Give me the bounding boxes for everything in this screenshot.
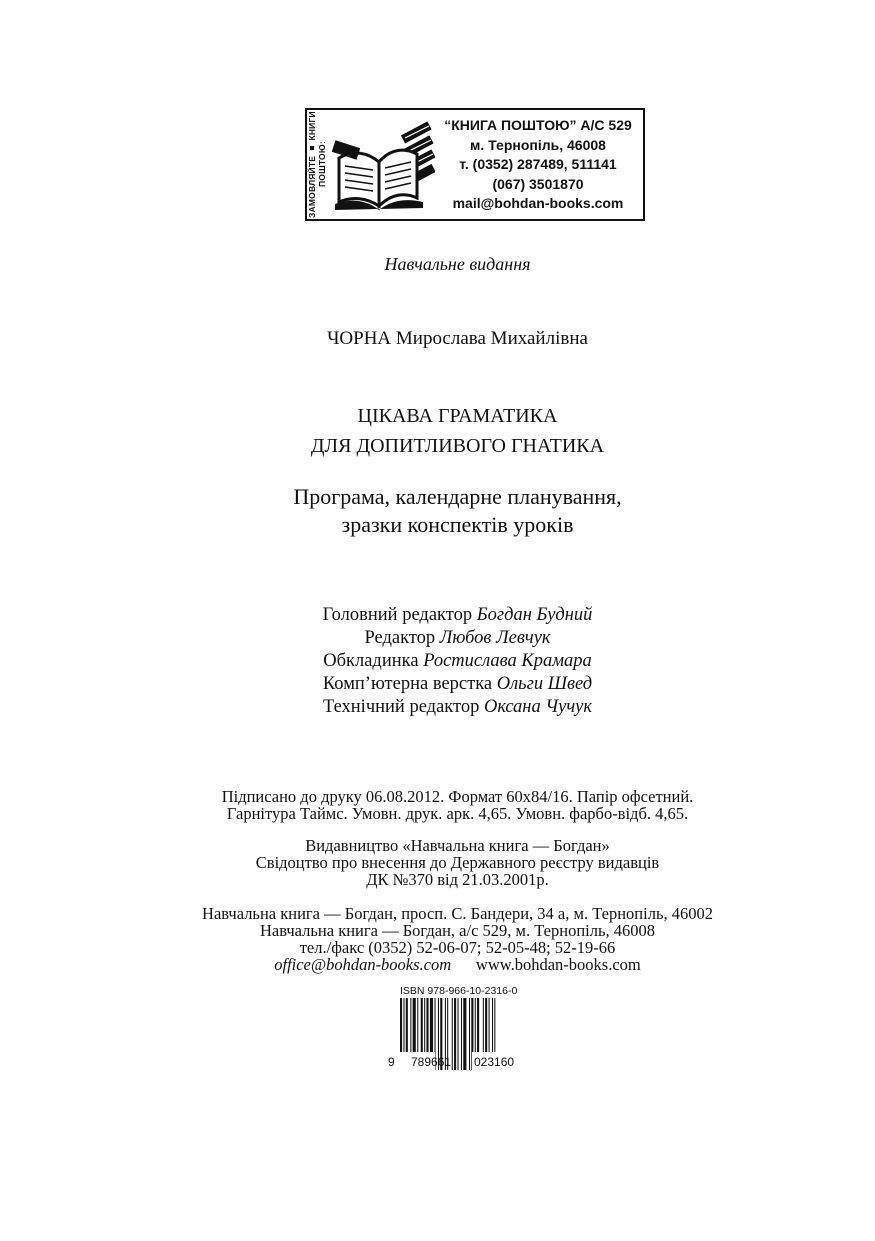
barcode-bar	[454, 998, 456, 1070]
stamp-email: mail@bohdan-books.com	[452, 195, 624, 211]
author-name: ЧОРНА Мирослава Михайлівна	[327, 328, 588, 349]
barcode-right-digits: 023160	[474, 1055, 515, 1069]
credit-layout	[20, 673, 875, 696]
contact-email: office@bohdan-books.com	[274, 955, 452, 974]
credit-person: Богдан Будний	[476, 605, 593, 625]
contact-website: www.bohdan-books.com	[475, 955, 641, 974]
stamp-line: “КНИГА ПОШТОЮ” А/С 529	[444, 117, 632, 133]
stamp-line: т. (0352) 287489, 511141	[459, 156, 617, 172]
credit-chief-editor	[20, 604, 875, 627]
mail-order-stamp	[305, 108, 645, 221]
credit-person: Ольги Швед	[496, 674, 593, 694]
barcode-bar	[452, 998, 453, 1070]
credit-cover	[20, 650, 875, 673]
credits-block	[20, 604, 875, 719]
publisher-info	[20, 837, 875, 888]
publisher-line: Видавництво «Навчальна книга — Богдан»	[305, 836, 610, 855]
title-line: ЦІКАВА ГРАМАТИКА	[357, 405, 558, 427]
credit-role: Обкладинка	[323, 651, 419, 671]
book-title	[20, 401, 875, 461]
publisher-line: Свідоцтво про внесення до Державного реєстру видавців	[255, 853, 660, 872]
subtitle-line: Програма, календарне планування,	[293, 484, 622, 509]
print-info-line: Гарнітура Таймс. Умовн. друк. арк. 4,65. Умовн. фарбо-відб. 4,65.	[226, 804, 689, 823]
credit-tech-editor	[20, 696, 875, 719]
credit-person: Любов Левчук	[439, 628, 551, 648]
publisher-line: ДК №370 від 21.03.2001р.	[366, 870, 549, 889]
stamp-side-text: ЗАМОВЛЯЙТЕ ■ КНИГИ ПОШТОЮ:	[307, 111, 327, 218]
credit-editor	[20, 627, 875, 650]
barcode-left-digits: 789661	[411, 1055, 452, 1069]
print-info-line: Підписано до друку 06.08.2012. Формат 60x84/16. Папір офсетний.	[221, 787, 694, 806]
isbn-barcode	[388, 998, 538, 1070]
title-line: ДЛЯ ДОПИТЛИВОГО ГНАТИКА	[310, 435, 605, 457]
edition-type: Навчальне видання	[384, 254, 531, 274]
credit-role: Технічний редактор	[322, 697, 480, 717]
publisher-address	[20, 905, 875, 973]
contact-line	[20, 956, 875, 973]
address-line: Навчальна книга — Богдан, просп. С. Бандери, 34 а, м. Тернопіль, 46002	[202, 904, 713, 923]
open-book-logo-icon	[331, 120, 435, 212]
print-info	[20, 788, 875, 822]
barcode-bar	[458, 998, 459, 1070]
barcode-bar	[469, 998, 470, 1070]
credit-role: Головний редактор	[322, 605, 473, 625]
credit-person: Оксана Чучук	[484, 697, 593, 717]
barcode-bar	[461, 998, 462, 1070]
isbn-label: ISBN 978-966-10-2316-0	[400, 985, 518, 997]
barcode-first-digit: 9	[388, 1055, 395, 1069]
stamp-text-block	[435, 116, 641, 214]
stamp-line: м. Тернопіль, 46008	[470, 136, 606, 153]
book-subtitle	[20, 483, 875, 539]
credit-role: Комп’ютерна верстка	[322, 674, 493, 694]
subtitle-line: зразки конспектів уроків	[341, 512, 574, 537]
address-line: тел./факс (0352) 52-06-07; 52-05-48; 52-19-66	[299, 938, 616, 957]
barcode-bar	[463, 998, 466, 1070]
credit-person: Ростислава Крамара	[423, 651, 592, 671]
address-line: Навчальна книга — Богдан, а/с 529, м. Тернопіль, 46008	[259, 921, 656, 940]
stamp-line: (067) 3501870	[492, 175, 584, 192]
credit-role: Редактор	[364, 628, 436, 648]
